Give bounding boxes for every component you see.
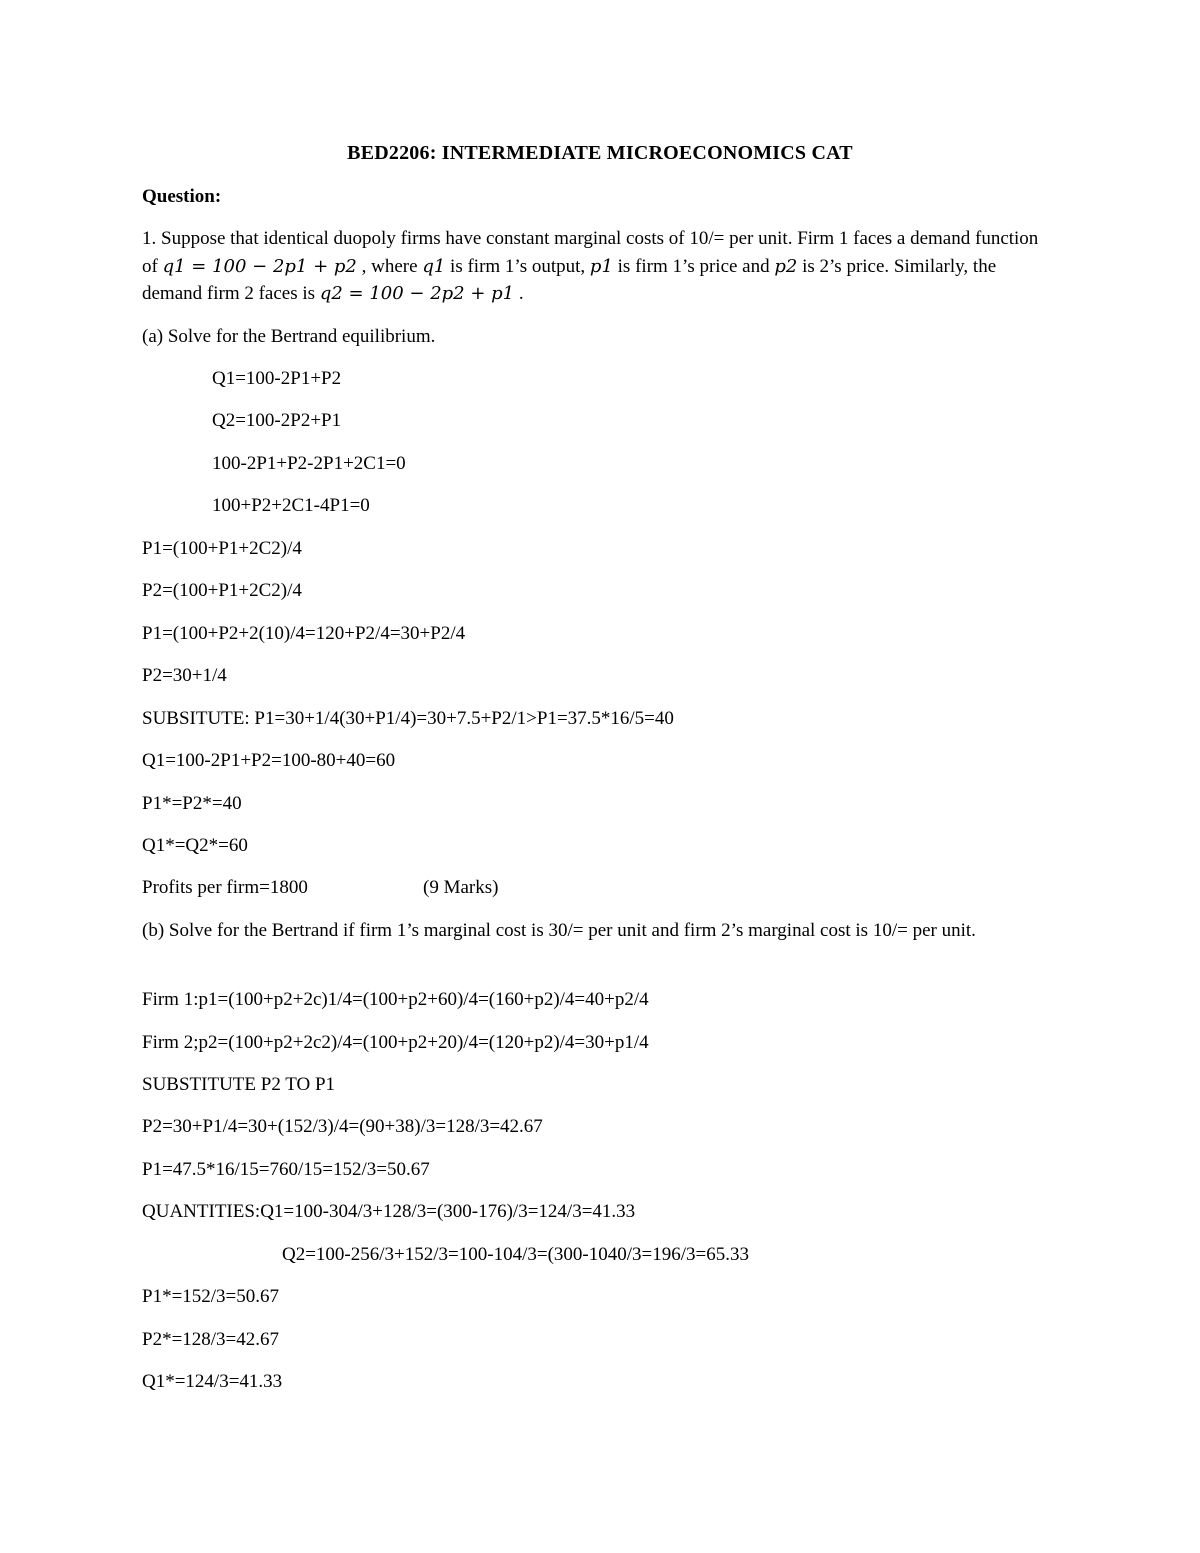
part-b-line: P2=30+P1/4=30+(152/3)/4=(90+38)/3=128/3=42.67 [142, 1116, 543, 1137]
part-b-final: Q1*=124/3=41.33 [142, 1371, 283, 1392]
part-a-equation: 100+P2+2C1-4P1=0 [212, 495, 370, 516]
q1-var-p2: p2 [774, 255, 798, 277]
part-b-line: Firm 1:p1=(100+p2+2c)1/4=(100+p2+60)/4=(160+p2)/4=40+p2/4 [142, 989, 649, 1010]
q1-text-f: . [514, 283, 524, 304]
q1-equation-1: q1 = 100 − 2p1 + p2 [162, 255, 357, 277]
part-a-line: P1=(100+P2+2(10)/4=120+P2/4=30+P2/4 [142, 623, 466, 644]
profits-line: Profits per firm=1800 [142, 877, 308, 898]
document-title: BED2206: INTERMEDIATE MICROECONOMICS CAT [347, 142, 853, 164]
q1-text-e: is 2’s price. Similarly, the demand firm 2 faces is [142, 255, 997, 304]
q1-equation-2: q2 = 100 − 2p2 + p1 [319, 283, 515, 304]
q1-text-b: , where [356, 255, 423, 277]
part-a-line: SUBSITUTE: P1=30+1/4(30+P1/4)=30+7.5+P2/1>P1=37.5*16/5=40 [142, 708, 674, 729]
part-a-heading: (a) Solve for the Bertrand equilibrium. [142, 326, 436, 347]
question-1-text [142, 225, 1057, 308]
part-b-line: P1=47.5*16/15=760/15=152/3=50.67 [142, 1159, 430, 1180]
question-label: Question: [142, 186, 222, 207]
q1-text-d: is firm 1’s price and [612, 255, 775, 277]
part-b-heading: (b) Solve for the Bertrand if firm 1’s marginal cost is 30/= per unit and firm 2’s marginal cost is 10/= per unit. [142, 920, 976, 941]
part-a-equation: 100-2P1+P2-2P1+2C1=0 [212, 453, 406, 474]
part-b-final: P2*=128/3=42.67 [142, 1329, 280, 1350]
part-b-final: P1*=152/3=50.67 [142, 1286, 280, 1307]
part-a-line: P2=(100+P1+2C2)/4 [142, 580, 302, 601]
part-a-equation: Q1=100-2P1+P2 [212, 368, 342, 389]
q1-text-c: is firm 1’s output, [445, 255, 590, 277]
part-a-line: P1*=P2*=40 [142, 793, 242, 814]
part-a-line: Q1*=Q2*=60 [142, 835, 248, 856]
part-a-line: Q1=100-2P1+P2=100-80+40=60 [142, 750, 396, 771]
marks-label: (9 Marks) [423, 877, 499, 898]
part-b-line: Firm 2;p2=(100+p2+2c2)/4=(100+p2+20)/4=(120+p2)/4=30+p1/4 [142, 1032, 649, 1053]
part-b-line: QUANTITIES:Q1=100-304/3+128/3=(300-176)/3=124/3=41.33 [142, 1201, 636, 1222]
q1-var-p1: p1 [589, 255, 613, 277]
part-b-q2-line: Q2=100-256/3+152/3=100-104/3=(300-1040/3=196/3=65.33 [282, 1244, 749, 1265]
part-a-equation: Q2=100-2P2+P1 [212, 410, 342, 431]
part-b-line: SUBSTITUTE P2 TO P1 [142, 1074, 336, 1095]
q1-var-q1: q1 [422, 255, 446, 277]
part-a-line: P2=30+1/4 [142, 665, 227, 686]
part-a-line: P1=(100+P1+2C2)/4 [142, 538, 302, 559]
q1-text-a: 1. Suppose that identical duopoly firms have constant marginal costs of 10/= per unit. Firm 1 faces a demand function of [142, 228, 1039, 277]
